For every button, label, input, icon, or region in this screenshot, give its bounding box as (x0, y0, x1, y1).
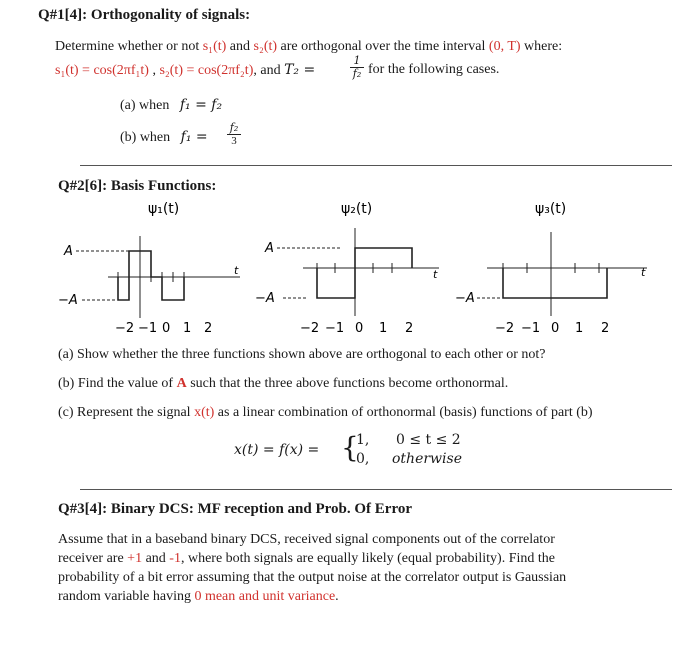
eq-case2-condition: otherwise (392, 451, 462, 467)
q3-line-1: Assume that in a baseband binary DCS, received signal components out of the correlator (58, 532, 555, 547)
q2-title: Q#2[6]: Basis Functions: (58, 178, 217, 194)
psi2-plot (255, 198, 455, 336)
s2-symbol: s₂(t) (253, 39, 278, 54)
eq-brace: { (341, 431, 359, 464)
t-label: t (433, 268, 438, 281)
amp-neg-label: −A (58, 293, 78, 308)
tick-label: 0 (355, 321, 364, 336)
psi1-plot (58, 198, 258, 336)
q1-intro: Determine whether or not s₁(t) and s₂(t) are orthogonal over the time interval (0, T) where: (55, 39, 563, 54)
q3-title: Q#3[4]: Binary DCS: MF reception and Prob. Of Error (58, 501, 412, 517)
t2-fraction: 1 f₂ (349, 55, 365, 80)
tick-label: −2 (495, 321, 515, 336)
t-label: t (234, 264, 239, 277)
tick-label: 0 (551, 321, 560, 336)
amp-neg-label: −A (455, 291, 475, 306)
tick-label: 0 (162, 321, 171, 336)
divider-2 (80, 489, 672, 490)
s2-definition: s₂(t) = cos(2πf₂t) (159, 63, 254, 78)
tick-label: −2 (300, 321, 320, 336)
divider-1 (80, 165, 672, 166)
q2-part-c: (c) Represent the signal x(t) as a linear combination of orthonormal (basis) functions of part (b) (58, 405, 593, 420)
amplitude-A: A (176, 376, 187, 391)
t-label: t (641, 266, 646, 279)
tick-label: 2 (405, 321, 414, 336)
eq-case1-value: 1, (356, 432, 370, 448)
q3-line-2: receiver are +1 and -1, where both signals are equally likely (equal probability). Find the (58, 551, 555, 566)
s1-definition: s₁(t) = cos(2πf₁t) (55, 63, 149, 78)
eq-case1-condition: 0 ≤ t ≤ 2 (396, 432, 461, 448)
q1-definitions: s₁(t) = cos(2πf₁t) , s₂(t) = cos(2πf₂t), and T₂ = (55, 62, 316, 78)
amp-pos-label: A (64, 244, 73, 259)
amp-pos-label: A (265, 241, 274, 256)
psi1-waveform (118, 251, 184, 300)
psi3-label: ψ₃(t) (535, 201, 567, 217)
tick-label: 2 (204, 321, 213, 336)
tick-label: −1 (521, 321, 541, 336)
q2-part-a: (a) Show whether the three functions shown above are orthogonal to each other or not? (58, 347, 546, 362)
case-b: (b) when f₁ = (120, 129, 208, 145)
psi2-label: ψ₂(t) (341, 201, 373, 217)
interval: (0, T) (488, 39, 521, 54)
eq-case2-value: 0, (356, 451, 370, 467)
amp-neg-label: −A (255, 291, 275, 306)
tick-label: −2 (115, 321, 135, 336)
case-b-fraction: f₂ 3 (226, 122, 242, 147)
q3-line-4: random variable having 0 mean and unit variance. (58, 589, 339, 604)
eq-lhs: x(t) = f(x) = (234, 442, 320, 458)
tick-label: −1 (138, 321, 158, 336)
plus-one: +1 (127, 551, 143, 566)
tick-label: 1 (575, 321, 584, 336)
psi3-waveform (503, 268, 607, 298)
q1-cases-text: for the following cases. (368, 62, 500, 77)
psi1-label: ψ₁(t) (148, 201, 180, 217)
s1-symbol: s₁(t) (202, 39, 227, 54)
q2-part-b: (b) Find the value of A such that the three above functions become orthonormal. (58, 376, 509, 391)
q1-title: Q#1[4]: Orthogonality of signals: (38, 7, 251, 23)
case-a: (a) when f₁ = f₂ (120, 97, 223, 113)
tick-label: 1 (379, 321, 388, 336)
minus-one: -1 (169, 551, 181, 566)
q3-line-3: probability of a bit error assuming that the output noise at the correlator output is Gaussian (58, 570, 567, 585)
signal-x: x(t) (194, 405, 215, 420)
psi3-plot (455, 198, 660, 336)
tick-label: −1 (325, 321, 345, 336)
tick-label: 2 (601, 321, 610, 336)
noise-params: 0 mean and unit variance (194, 589, 336, 604)
t2-lhs: T₂ = (284, 62, 316, 78)
tick-label: 1 (183, 321, 192, 336)
psi2-waveform (317, 248, 412, 298)
